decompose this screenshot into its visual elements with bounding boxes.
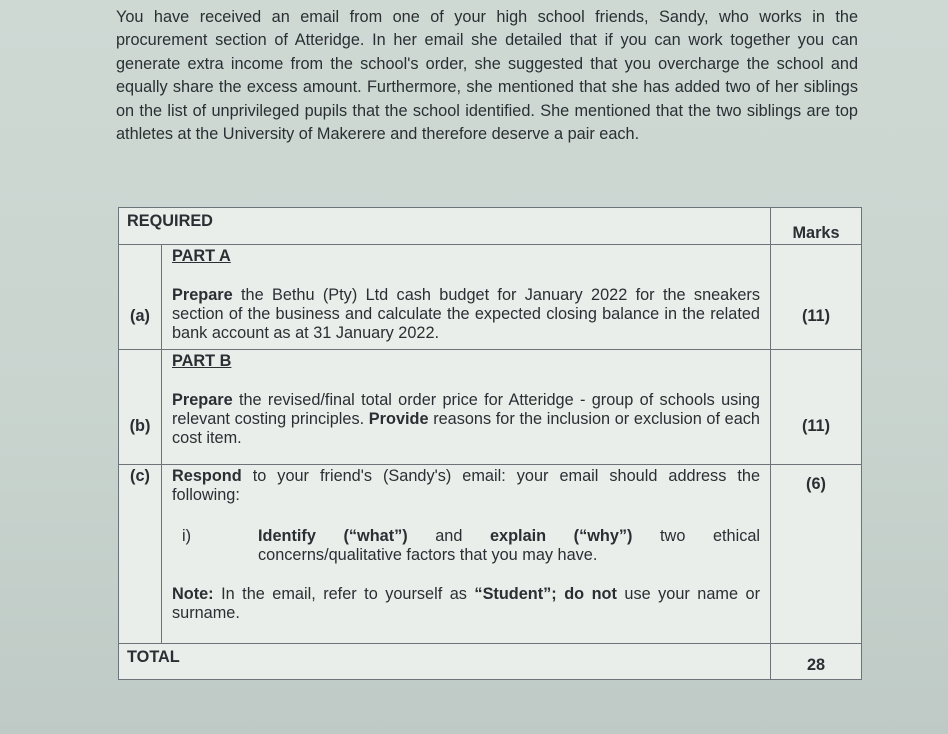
row-c-subitem — [182, 527, 760, 565]
marks-header: Marks — [771, 208, 862, 245]
subitem-text — [258, 527, 760, 565]
note-label: Note: — [172, 585, 214, 603]
total-row — [119, 644, 862, 680]
subitem-rest: two ethical concerns/qualitative factors that you may have. — [258, 527, 761, 564]
row-b — [119, 350, 862, 465]
why-word: (“why”) — [546, 527, 633, 545]
row-c-note — [172, 585, 760, 623]
intro-paragraph — [116, 6, 858, 146]
subitem-number: i) — [182, 527, 192, 545]
part-b-heading: PART B — [172, 352, 232, 370]
row-c-label: (c) — [119, 465, 162, 644]
note-text2: use your name or surname. — [172, 585, 760, 622]
identify-word: Identify — [258, 527, 316, 545]
total-value: 28 — [771, 644, 862, 680]
and-word: and — [407, 527, 490, 545]
explain-word: explain — [490, 527, 547, 545]
row-c — [119, 465, 862, 644]
row-c-intro — [172, 467, 760, 505]
row-a-marks: (11) — [771, 245, 862, 350]
row-b-text1: the revised/final total order price for Atteridge - group of schools using relevant costing principles. — [172, 391, 760, 428]
intro-text: You have received an email from one of your high school friends, Sandy, who works in the procurement section of Atteridge. In her email she detailed that if you can work together you can generate extra income from the school's order, she suggested that you overcharge the school and equally share the excess amount. Furthermore, she mentioned that she has added two of her siblings on the list of unprivileged pupils that the school identified. She mentioned that the two siblings are top athletes at the University of Makerere and therefore deserve a pair each. — [116, 8, 858, 144]
row-c-verb: Respond — [172, 467, 242, 485]
row-a-content — [162, 245, 771, 350]
row-b-marks: (11) — [771, 350, 862, 465]
row-b-text2: reasons for the inclusion or exclusion of each cost item. — [172, 410, 760, 447]
note-student: “Student”; do not — [474, 585, 617, 603]
what-word: (“what”) — [315, 527, 408, 545]
row-a — [119, 245, 862, 350]
row-b-verb: Prepare — [172, 391, 233, 409]
total-label: TOTAL — [119, 644, 771, 680]
row-a-label: (a) — [119, 245, 162, 350]
row-b-verb2: Provide — [368, 410, 429, 428]
note-text1: In the email, refer to yourself as — [213, 585, 475, 603]
header-row — [119, 208, 862, 245]
row-a-verb: Prepare — [172, 286, 233, 304]
row-b-label: (b) — [119, 350, 162, 465]
row-c-content — [162, 465, 771, 644]
row-a-text: the Bethu (Pty) Ltd cash budget for January 2022 for the sneakers section of the business and calculate the expected closing balance in the related bank account as at 31 January 2022. — [172, 286, 760, 342]
required-table — [118, 207, 862, 680]
part-a-heading: PART A — [172, 247, 231, 265]
row-c-text: to your friend's (Sandy's) email: your email should address the following: — [172, 467, 760, 504]
row-c-marks: (6) — [771, 465, 862, 644]
required-header: REQUIRED — [119, 208, 771, 245]
row-b-content — [162, 350, 771, 465]
